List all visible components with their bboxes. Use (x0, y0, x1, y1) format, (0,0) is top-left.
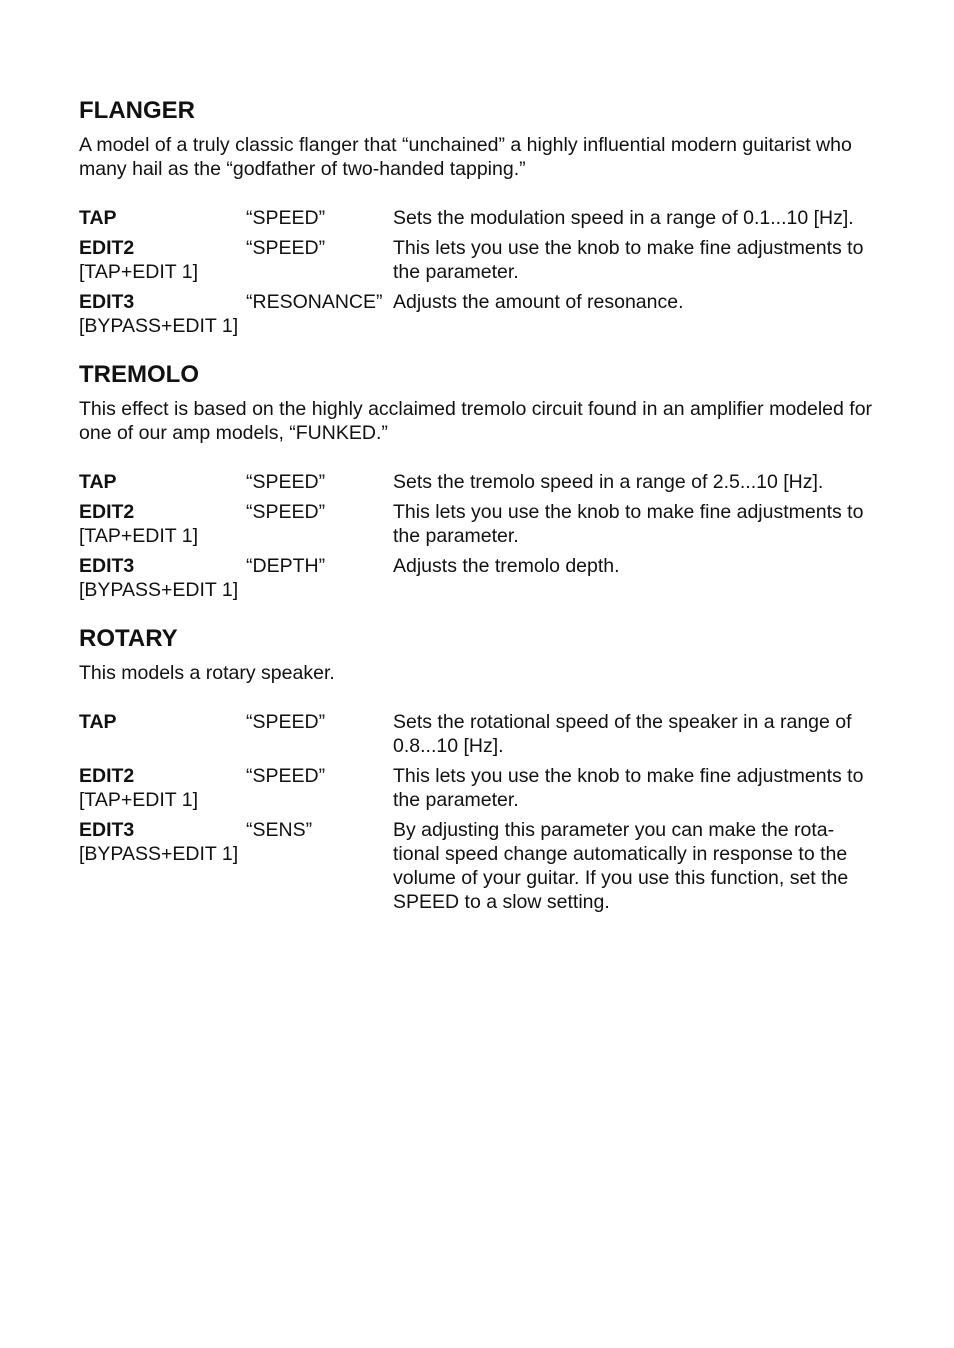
control-name: TAP (79, 207, 117, 229)
control-name: EDIT3 (79, 819, 135, 841)
control-name: EDIT2 (79, 237, 135, 259)
parameter-description: Sets the modulation speed in a range of 0.1...10 [Hz]. (393, 207, 854, 229)
parameter-name: “SPEED” (246, 501, 326, 523)
manual-page (79, 95, 879, 935)
parameter-description: This lets you use the knob to make fine adjustments to the parameter. (393, 765, 864, 811)
control-combo: [BYPASS+EDIT 1] (79, 579, 239, 601)
control-name: EDIT3 (79, 555, 135, 577)
section-title: FLANGER (79, 97, 195, 124)
parameter-name: “SPEED” (246, 765, 326, 787)
section-title: ROTARY (79, 625, 178, 652)
control-cell (79, 290, 246, 338)
parameter-name: “RESONANCE” (246, 291, 383, 313)
parameter-row (79, 290, 879, 338)
parameter-description: This lets you use the knob to make fine adjustments to the parameter. (393, 237, 864, 283)
section-title: TREMOLO (79, 361, 199, 388)
control-name: TAP (79, 471, 117, 493)
parameter-name: “SENS” (246, 819, 313, 841)
parameter-description: By adjusting this parameter you can make the rota-tional speed change automatically in response to the volume of your guitar. If you use this function, set the SPEED to a slow setting. (393, 819, 849, 913)
parameter-description: Sets the tremolo speed in a range of 2.5...10 [Hz]. (393, 471, 824, 493)
parameter-row (79, 764, 879, 812)
section-description: A model of a truly classic flanger that “unchained” a highly influential modern guitarist who many hail as the “godfather of two-handed tapping.” (79, 134, 852, 180)
control-combo: [BYPASS+EDIT 1] (79, 843, 239, 865)
section-rotary (79, 623, 879, 914)
control-cell (79, 236, 246, 284)
parameter-row (79, 500, 879, 548)
control-name: TAP (79, 711, 117, 733)
parameter-name: “SPEED” (246, 471, 326, 493)
parameter-row (79, 818, 879, 914)
parameter-name: “SPEED” (246, 207, 326, 229)
control-combo: [TAP+EDIT 1] (79, 261, 199, 283)
control-name: EDIT2 (79, 765, 135, 787)
parameter-row (79, 236, 879, 284)
parameter-name: “DEPTH” (246, 555, 326, 577)
control-name: EDIT2 (79, 501, 135, 523)
control-cell (79, 206, 246, 230)
control-cell (79, 470, 246, 494)
control-combo: [TAP+EDIT 1] (79, 525, 199, 547)
control-cell (79, 764, 246, 812)
control-cell (79, 554, 246, 602)
parameter-row (79, 710, 879, 758)
parameter-description: Adjusts the amount of resonance. (393, 291, 684, 313)
parameter-table (79, 206, 879, 338)
parameter-name: “SPEED” (246, 711, 326, 733)
parameter-row (79, 206, 879, 230)
parameter-name: “SPEED” (246, 237, 326, 259)
control-name: EDIT3 (79, 291, 135, 313)
control-cell (79, 710, 246, 758)
parameter-description: Sets the rotational speed of the speaker in a range of 0.8...10 [Hz]. (393, 711, 852, 757)
control-cell (79, 818, 246, 914)
control-combo: [BYPASS+EDIT 1] (79, 315, 239, 337)
parameter-description: Adjusts the tremolo depth. (393, 555, 620, 577)
parameter-row (79, 470, 879, 494)
parameter-description: This lets you use the knob to make fine adjustments to the parameter. (393, 501, 864, 547)
section-tremolo (79, 359, 879, 602)
section-flanger (79, 95, 879, 338)
section-description: This models a rotary speaker. (79, 662, 335, 684)
parameter-table (79, 470, 879, 602)
control-cell (79, 500, 246, 548)
section-description: This effect is based on the highly acclaimed tremolo circuit found in an amplifier modeled for one of our amp models, “FUNKED.” (79, 398, 873, 444)
parameter-row (79, 554, 879, 602)
control-combo: [TAP+EDIT 1] (79, 789, 199, 811)
parameter-table (79, 710, 879, 914)
